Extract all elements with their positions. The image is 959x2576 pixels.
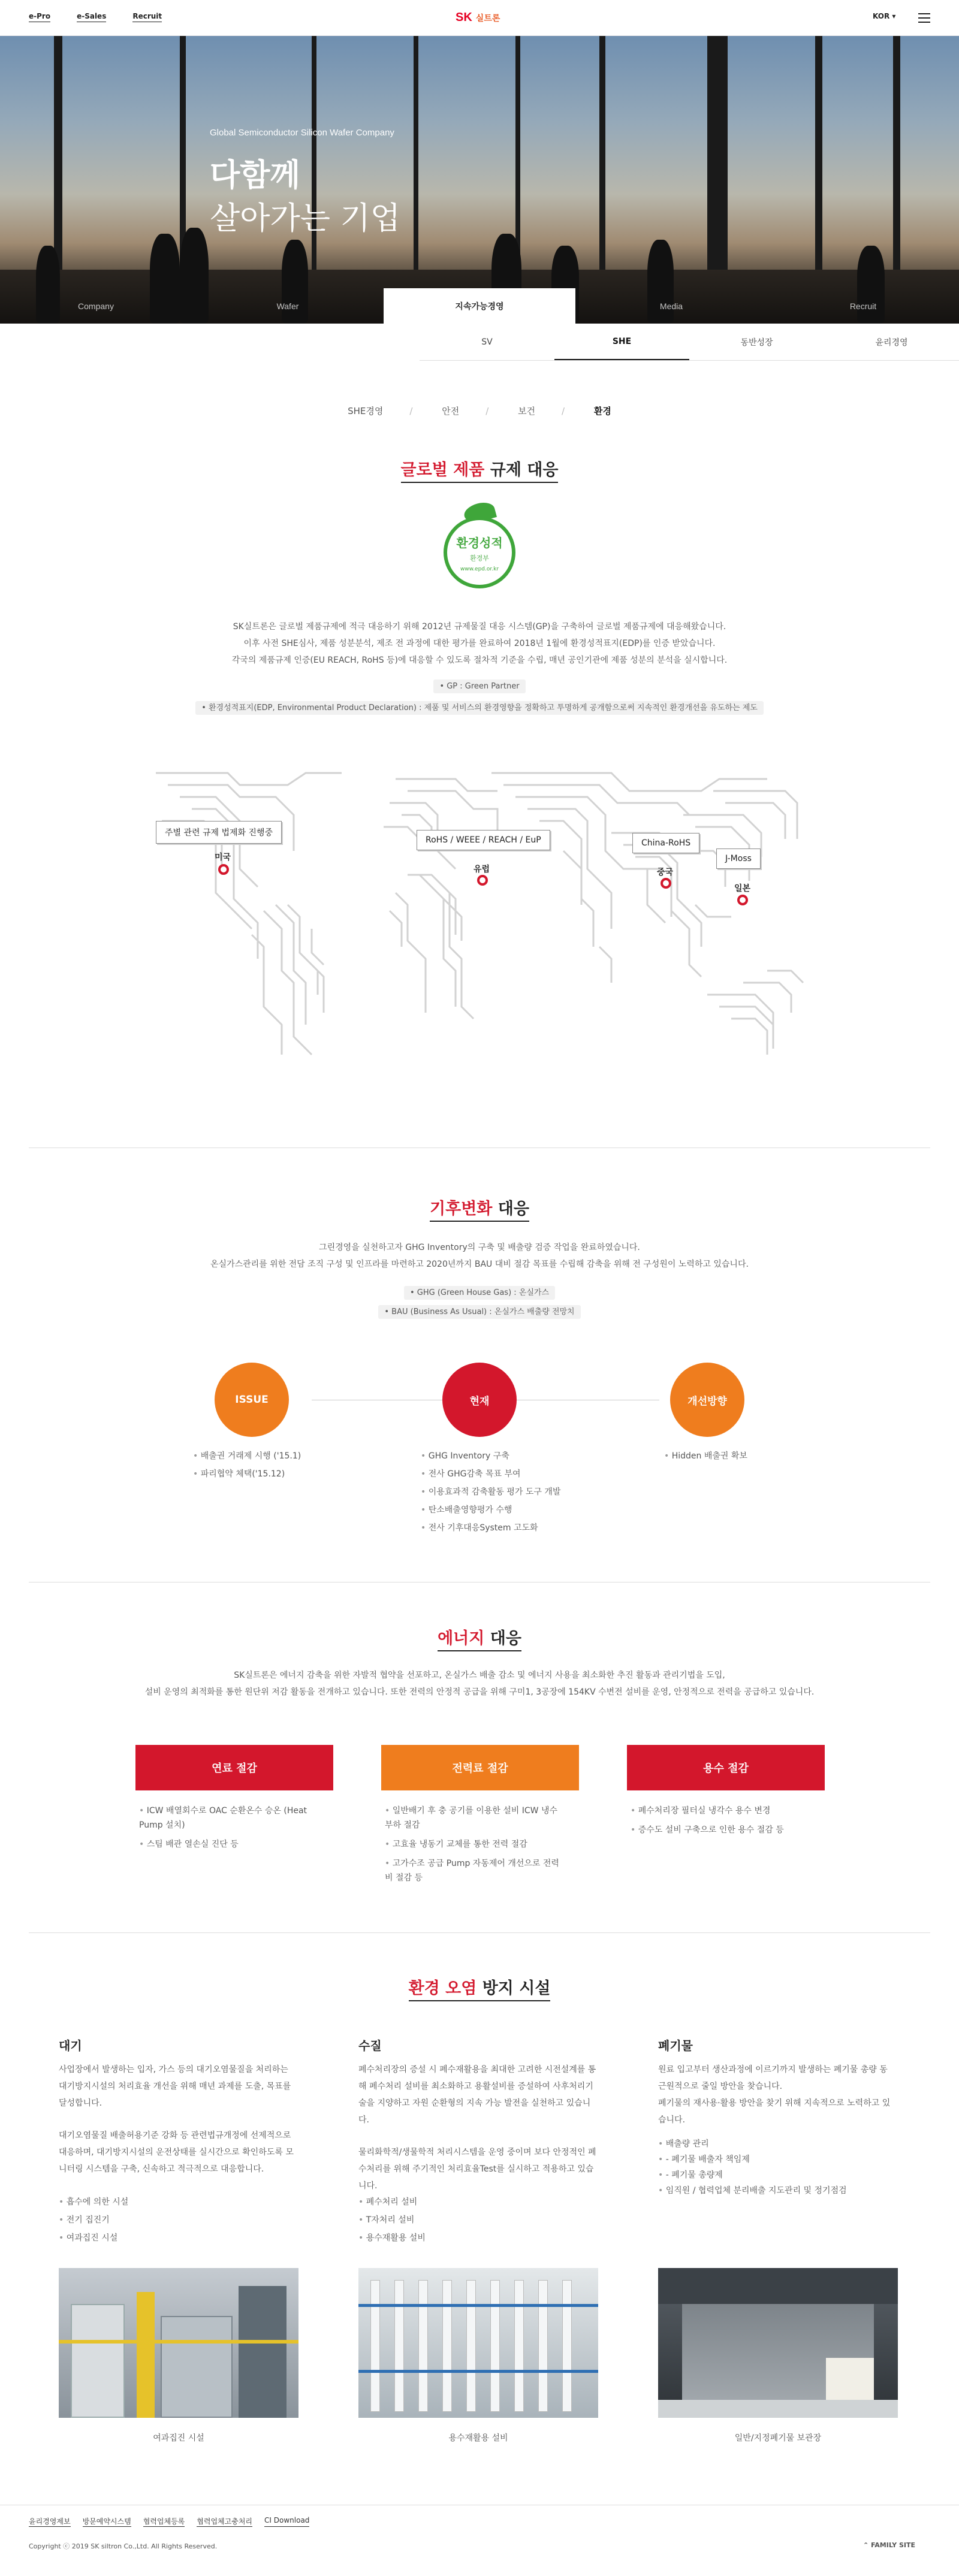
badge-url: www.epd.or.kr	[460, 566, 499, 572]
direction-list	[664, 1447, 747, 1465]
global-title-red: 글로벌 제품	[400, 461, 485, 479]
step-direction: 개선방향	[670, 1363, 744, 1437]
footer-link-ci-download[interactable]: CI Download	[264, 2516, 309, 2527]
water-para1: 폐수처리장의 증설 시 폐수재활용을 최대한 고려한 시전설계를 통해 폐수처리 설비를 최소화하고 용활설비를 증설하여 사후처리기술을 지양하고 자원 순환형의 지속 가능 발전을 실천하고 있습니다.	[358, 2065, 596, 2125]
climate-para1: 그린경영을 실천하고자 GHG Inventory의 구축 및 배출량 검증 작업을 완료하였습니다.	[319, 1243, 640, 1252]
air-heading: 대기	[59, 2039, 82, 2053]
family-site-label: FAMILY SITE	[871, 2541, 915, 2549]
map-label-europe: 유럽	[474, 865, 490, 874]
list-item: • 전기 집진기	[59, 2211, 128, 2229]
current-list	[421, 1447, 560, 1537]
tab-sv[interactable]: SV	[481, 337, 493, 347]
nav-wafer[interactable]: Wafer	[276, 301, 299, 311]
footer-links	[29, 2516, 309, 2527]
climate-section-title	[0, 1195, 959, 1219]
water-facility-photo	[358, 2268, 598, 2418]
crumb-environment[interactable]: 환경	[593, 406, 611, 416]
list-item: • 일반배기 후 충 공기를 이용한 설비 ICW 냉수 부하 절감	[385, 1804, 565, 1832]
tab-she[interactable]: SHE	[554, 324, 689, 360]
logo-name: 실트론	[475, 13, 500, 23]
fuel-list	[139, 1804, 331, 1852]
world-map	[144, 755, 815, 1103]
crumb-she[interactable]: SHE경영	[348, 406, 384, 416]
badge-text: 환경성적	[456, 535, 503, 550]
list-item: • 고효율 냉동기 교체를 통한 전력 절감	[385, 1837, 565, 1852]
nav-media[interactable]: Media	[659, 301, 683, 311]
waste-para2: 폐기물의 재사용·활용 방안을 찾기 위해 지속적으로 노력하고 있습니다.	[658, 2098, 891, 2125]
air-facility-photo	[59, 2268, 298, 2418]
pollution-title-red: 환경 오염	[408, 1979, 477, 1998]
footer	[0, 2505, 959, 2576]
list-item: • GHG Inventory 구축	[421, 1447, 560, 1465]
menu-icon[interactable]	[918, 13, 930, 23]
climate-title-rest: 대응	[497, 1200, 529, 1218]
energy-box-fuel: 연료 절감	[135, 1745, 333, 1790]
water-para2: 물리화학적/생물학적 처리시스템을 운영 중이며 보다 안정적인 폐수처리를 위해 주기적인 처리효율Test를 실시하고 적용하고 있습니다.	[358, 2148, 596, 2191]
hero-title-line2: 살아가는 기업	[210, 201, 400, 237]
chevron-up-icon: ⌃	[863, 2541, 871, 2549]
global-section-title	[0, 457, 959, 480]
utility-link-esales[interactable]: e-Sales	[77, 12, 106, 22]
list-item: • 폐수처리장 필터실 냉각수 용수 변경	[631, 1804, 822, 1818]
circuit-map-graphic	[144, 755, 815, 1103]
energy-title-rest: 대응	[490, 1629, 521, 1648]
list-item: • T자처리 설비	[358, 2211, 426, 2229]
divider	[29, 1147, 930, 1148]
list-item: • 파리협약 체택('15.12)	[193, 1465, 301, 1483]
list-item: • 전사 기후대응System 고도화	[421, 1519, 560, 1537]
crumb-safety[interactable]: 안전	[442, 406, 460, 416]
global-para3: 각국의 제품규제 인증(EU REACH, RoHS 등)에 대응할 수 있도록 절차적 기준을 수립, 매년 공인기관에 제품 성분의 분석을 실시합니다.	[231, 656, 728, 665]
list-item: • 폐수처리 설비	[358, 2193, 426, 2211]
logo-mark: SK	[456, 11, 472, 24]
tab-ethics[interactable]: 윤리경영	[875, 337, 908, 348]
crumb-health[interactable]: 보건	[518, 406, 536, 416]
sub-tabs	[420, 324, 959, 361]
energy-section-title	[0, 1625, 959, 1648]
hero-banner	[0, 36, 959, 324]
map-pin-europe[interactable]	[477, 875, 488, 886]
step-current: 현재	[442, 1363, 517, 1437]
climate-tag2: • BAU (Business As Usual) : 온실가스 배출량 전망치	[0, 1305, 959, 1316]
list-item: • 흡수에 의한 시설	[59, 2193, 128, 2211]
map-tag-japan: J-Moss	[716, 848, 761, 869]
climate-tag1: • GHG (Green House Gas) : 온실가스	[0, 1286, 959, 1297]
list-item: • 배출권 거래제 시행 ('15.1)	[193, 1447, 301, 1465]
step-issue: ISSUE	[215, 1363, 289, 1437]
map-label-china: 중국	[657, 868, 674, 877]
energy-para2: 설비 운영의 최적화를 통한 원단위 저감 활동을 전개하고 있습니다. 또한 전력의 안정적 공급을 위해 구미1, 3공장에 154KV 수변전 설비를 운영, 안정적으로 전력을 공급하고 있습니다.	[144, 1687, 815, 1697]
list-item: • 고가수조 공급 Pump 자동제어 개선으로 전력비 절감 등	[385, 1856, 565, 1885]
footer-link-partner-register[interactable]: 협력업체등록	[143, 2517, 185, 2526]
list-item: • - 폐기물 총량제	[658, 2167, 847, 2183]
logo[interactable]	[456, 11, 500, 25]
waste-facility-photo	[658, 2268, 898, 2418]
waste-list	[658, 2136, 847, 2198]
hero-title-line1: 다함께	[210, 158, 300, 194]
chevron-down-icon: ▾	[892, 12, 896, 20]
list-item: • - 폐기물 배출자 책임제	[658, 2152, 847, 2167]
map-pin-usa[interactable]	[218, 864, 229, 875]
waste-heading: 폐기물	[658, 2039, 693, 2053]
global-title-rest: 규제 대응	[490, 461, 559, 479]
water-heading: 수질	[358, 2039, 382, 2053]
energy-box-power: 전력료 절감	[381, 1745, 579, 1790]
list-item: • 배출량 관리	[658, 2136, 847, 2152]
list-item: • 탄소배출영향평가 수행	[421, 1501, 560, 1519]
map-pin-japan[interactable]	[737, 895, 748, 905]
list-item: • Hidden 배출권 확보	[664, 1447, 747, 1465]
energy-box-water: 용수 절감	[627, 1745, 825, 1790]
badge-sub: 환경부	[470, 554, 489, 562]
waste-para1: 원료 입고부터 생산과정에 이르기까지 발생하는 폐기물 총량 동 근원적으로 줄일 방안을 찾습니다.	[658, 2065, 888, 2091]
power-list	[385, 1804, 565, 1885]
energy-title-red: 에너지	[438, 1629, 485, 1648]
copyright: Copyright ⓒ 2019 SK siltron Co.,Ltd. All Rights Reserved.	[29, 2542, 218, 2550]
global-para1: SK실트론은 글로벌 제품규제에 적극 대응하기 위해 2012년 규제물질 대응 시스템(GP)을 구축하여 글로벌 제품규제에 대응해왔습니다.	[233, 622, 726, 632]
pollution-title-rest: 방지 시설	[482, 1979, 551, 1998]
nav-company[interactable]: Company	[78, 301, 114, 311]
global-para	[0, 618, 959, 669]
utility-link-epro[interactable]: e-Pro	[29, 12, 50, 22]
climate-para	[0, 1239, 959, 1273]
list-item: • 전사 GHG감축 목표 부여	[421, 1465, 560, 1483]
list-item: • 임직원 / 협력업체 분리배출 지도관리 및 정기점검	[658, 2183, 847, 2198]
global-para2: 이후 사전 SHE심사, 제품 성분분석, 제조 전 과정에 대한 평가를 완료하여 2018년 1월에 환경성적표지(EDP)를 인증 받았습니다.	[243, 639, 716, 648]
list-item: • 여과집진 시설	[59, 2229, 128, 2247]
footer-link-partner-grievance[interactable]: 협력업체고충처리	[197, 2517, 253, 2526]
footer-link-visit[interactable]: 방문예약시스템	[82, 2517, 131, 2526]
air-para2: 대기오염물질 배출허용기준 강화 등 관련법규개정에 선제적으로 대응하며, 대기방지시설의 운전상태를 실시간으로 확인하도록 모니터링 시스템을 구축, 신속하고 적극적으로 대응합니다.	[59, 2131, 294, 2174]
breadcrumb: SHE경영 / 안전 / 보건 / 환경	[348, 406, 611, 416]
family-site-select[interactable]	[863, 2541, 915, 2549]
eco-label-badge	[442, 503, 517, 593]
global-tag2: • 환경성적표지(EDP, Environmental Product Declaration) : 제품 및 서비스의 환경영향을 정확하고 투명하게 공개함으로써 지속적인 환경개선을 유도하는 제도	[0, 701, 959, 712]
issue-list	[193, 1447, 301, 1483]
waste-photo-caption: 일반/지정폐기물 보관장	[734, 2433, 822, 2443]
language-select[interactable]	[873, 12, 895, 20]
climate-para2: 온실가스관리를 위한 전담 조직 구성 및 인프라를 마련하고 2020년까지 BAU 대비 절감 목표를 수립해 감축을 위해 전 구성원이 노력하고 있습니다.	[210, 1260, 749, 1269]
water-list	[358, 2193, 426, 2247]
utility-links	[29, 12, 162, 22]
map-tag-europe: RoHS / WEEE / REACH / EuP	[417, 830, 550, 850]
water-photo-caption: 용수재활용 설비	[448, 2433, 508, 2443]
list-item: • 스팀 배관 열손실 진단 등	[139, 1837, 331, 1852]
main-nav	[0, 288, 959, 324]
map-tag-usa: 주별 관련 규제 법제화 진행중	[156, 821, 282, 844]
top-bar	[0, 0, 959, 36]
global-tag1: • GP : Green Partner	[0, 682, 959, 691]
list-item: • ICW 배열회수로 OAC 순환온수 승온 (Heat Pump 설치)	[139, 1804, 331, 1832]
map-tag-china: China-RoHS	[632, 833, 699, 853]
list-item: • 증수도 설비 구축으로 인한 용수 절감 등	[631, 1823, 822, 1837]
language-label: KOR	[873, 12, 890, 20]
pollution-section-title	[0, 1975, 959, 1998]
map-pin-china[interactable]	[661, 878, 671, 889]
nav-recruit[interactable]: Recruit	[849, 301, 877, 311]
air-photo-caption: 여과집진 시설	[153, 2433, 204, 2443]
energy-para	[0, 1667, 959, 1701]
list-item: • 이용효과적 감축활동 평가 도구 개발	[421, 1483, 560, 1501]
air-list	[59, 2193, 128, 2247]
hero-subtitle: Global Semiconductor Silicon Wafer Company	[210, 128, 394, 138]
footer-link-ethics[interactable]: 윤리경영제보	[29, 2517, 71, 2526]
utility-link-recruit[interactable]: Recruit	[132, 12, 162, 22]
air-para1: 사업장에서 발생하는 입자, 가스 등의 대기오염물질을 처리하는 대기방지시설의 처리효율 개선을 위해 매년 과제를 도출, 목표를 달성합니다.	[59, 2065, 291, 2108]
energy-para1: SK실트론은 에너지 감축을 위한 자발적 협약을 선포하고, 온실가스 배출 감소 및 에너지 사용을 최소화한 추진 활동과 관리기법을 도입,	[234, 1671, 725, 1680]
water-list	[631, 1804, 822, 1837]
map-label-japan: 일본	[734, 884, 751, 893]
nav-sustainability[interactable]: 지속가능경영	[384, 288, 575, 324]
tab-shared-growth[interactable]: 동반성장	[740, 337, 773, 348]
divider	[29, 1932, 930, 1933]
map-label-usa: 미국	[215, 853, 231, 862]
climate-title-red: 기후변화	[430, 1200, 493, 1218]
divider	[29, 1582, 930, 1583]
list-item: • 용수재활용 설비	[358, 2229, 426, 2247]
